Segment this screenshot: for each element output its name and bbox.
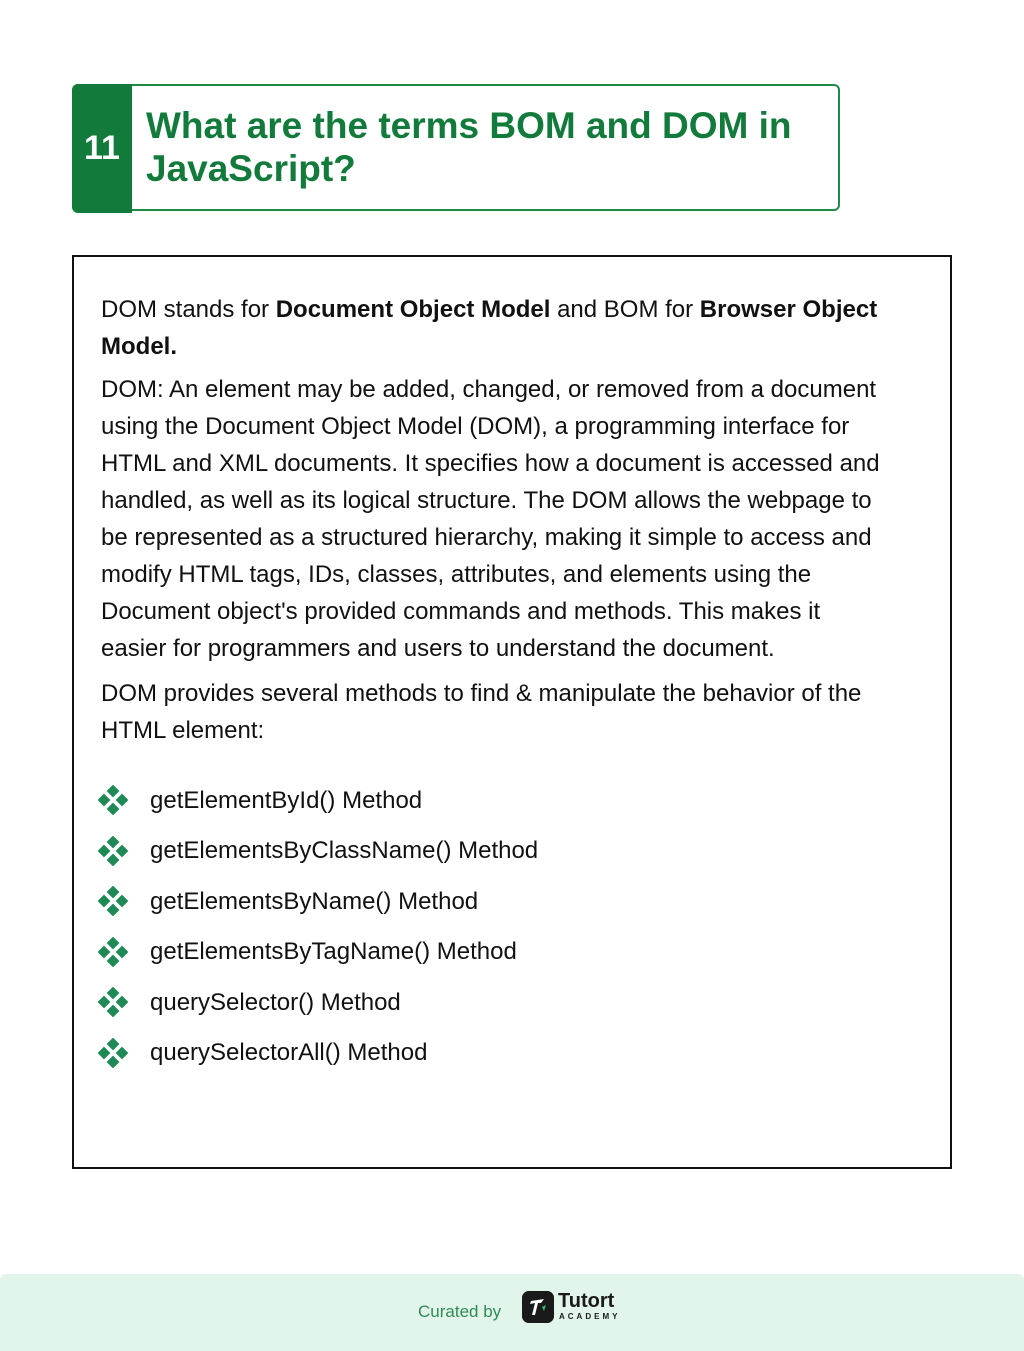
footer <box>0 1274 1024 1351</box>
answer-box <box>72 255 952 1169</box>
list-item <box>101 826 881 877</box>
methods-intro: DOM provides several methods to find & manipulate the behavior of the HTML element: <box>101 680 862 744</box>
answer-content <box>101 291 881 1078</box>
question-title: What are the terms BOM and DOM in JavaScript? <box>146 105 792 189</box>
intro-text-2: and BOM for <box>550 296 700 323</box>
methods-list <box>101 775 881 1078</box>
method-label: getElementById() Method <box>150 786 423 814</box>
dom-paragraph: DOM: An element may be added, changed, or removed from a document using the Document Object Model (DOM), a programming interface for HTML and XML documents. It specifies how a document is accessed and handled, as well as its logical structure. The DOM allows the webpage to be represented as a structured hierarchy, making it simple to access and modify HTML tags, IDs, classes, attributes, and elements using the Document object's provided commands and methods. This makes it easier for programmers and users to understand the document. <box>101 376 880 662</box>
list-item <box>101 876 881 927</box>
question-header <box>72 84 840 211</box>
diamond-cluster-icon <box>98 836 128 866</box>
list-item <box>101 977 881 1028</box>
curated-by-label: Curated by <box>418 1302 502 1321</box>
method-label: querySelector() Method <box>150 988 401 1016</box>
intro-bold-bom: Browser Object Model. <box>101 296 878 360</box>
list-item <box>101 1028 881 1079</box>
method-label: querySelectorAll() Method <box>150 1039 428 1067</box>
diamond-cluster-icon <box>98 937 128 967</box>
diamond-cluster-icon <box>98 785 128 815</box>
diamond-cluster-icon <box>98 1038 128 1068</box>
question-number-badge: 11 <box>72 84 132 213</box>
list-item <box>101 927 881 978</box>
brand-name: Tutort <box>558 1290 615 1312</box>
brand-subtitle: ACADEMY <box>559 1312 621 1321</box>
method-label: getElementsByTagName() Method <box>150 938 517 966</box>
intro-text-1: DOM stands for <box>101 296 276 323</box>
method-label: getElementsByName() Method <box>150 887 479 915</box>
intro-paragraph <box>101 291 881 365</box>
diamond-cluster-icon <box>98 987 128 1017</box>
method-label: getElementsByClassName() Method <box>150 837 539 865</box>
diamond-cluster-icon <box>98 886 128 916</box>
tutort-logo-icon <box>522 1291 554 1323</box>
list-item <box>101 775 881 826</box>
intro-bold-dom: Document Object Model <box>275 296 551 323</box>
